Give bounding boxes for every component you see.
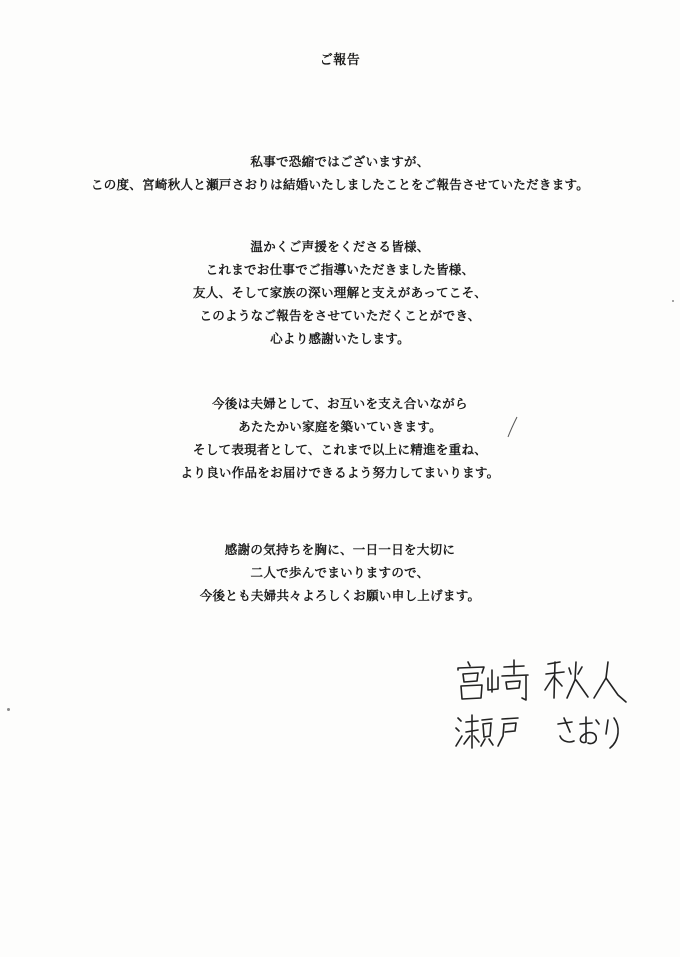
signature-glyph [580, 717, 599, 744]
paragraph-line: 二人で歩んでまいりますので、 [250, 565, 430, 580]
paragraph-line: 今後は夫婦として、お互いを支え合いながら [212, 396, 468, 411]
paragraph-1 [0, 150, 680, 196]
signature-glyph [606, 718, 618, 748]
paragraph-line: そして表現者として、これまで以上に精進を重ね、 [192, 442, 488, 457]
scan-speck [672, 300, 674, 302]
scan-speck [7, 708, 10, 711]
paragraph-line: 心より感謝いたします。 [270, 331, 410, 346]
signature-glyph [458, 662, 484, 699]
signature-glyph [456, 715, 493, 748]
signature-glyph [594, 662, 626, 702]
document-title: ご報告 [319, 53, 361, 68]
paragraph-line: この度、宮崎秋人と瀬戸さおりは結婚いたしましたことをご報告させていただきます。 [90, 177, 590, 192]
signature-glyph [498, 718, 518, 746]
paragraph-3 [0, 392, 680, 484]
paragraph-line: より良い作品をお届けできるよう努力してまいります。 [180, 465, 500, 480]
paragraph-4 [0, 538, 680, 607]
signature-glyph [545, 662, 588, 698]
signature-glyph [558, 718, 574, 742]
paragraph-line: 温かくご声援をくださる皆様、 [250, 239, 430, 254]
stray-pen-mark [505, 415, 519, 439]
signature-glyph [488, 660, 528, 700]
paragraph-line: これまでお仕事でご指導いただきました皆様、 [205, 262, 475, 277]
paragraph-line: 今後とも夫婦共々よろしくお願い申し上げます。 [199, 588, 481, 603]
paragraph-line: 私事で恐縮ではございますが、 [250, 154, 430, 169]
paragraph-line: 友人、そして家族の深い理解と支えがあってこそ、 [192, 285, 488, 300]
paragraph-line: このようなご報告をさせていただくことができ、 [199, 308, 481, 323]
paragraph-line: あたたかい家庭を築いていきます。 [238, 419, 442, 434]
paragraph-2 [0, 235, 680, 350]
paragraph-line: 感謝の気持ちを胸に、一日一日を大切に [224, 542, 456, 557]
handwritten-signature [448, 640, 648, 760]
signature-drawing [448, 640, 648, 760]
